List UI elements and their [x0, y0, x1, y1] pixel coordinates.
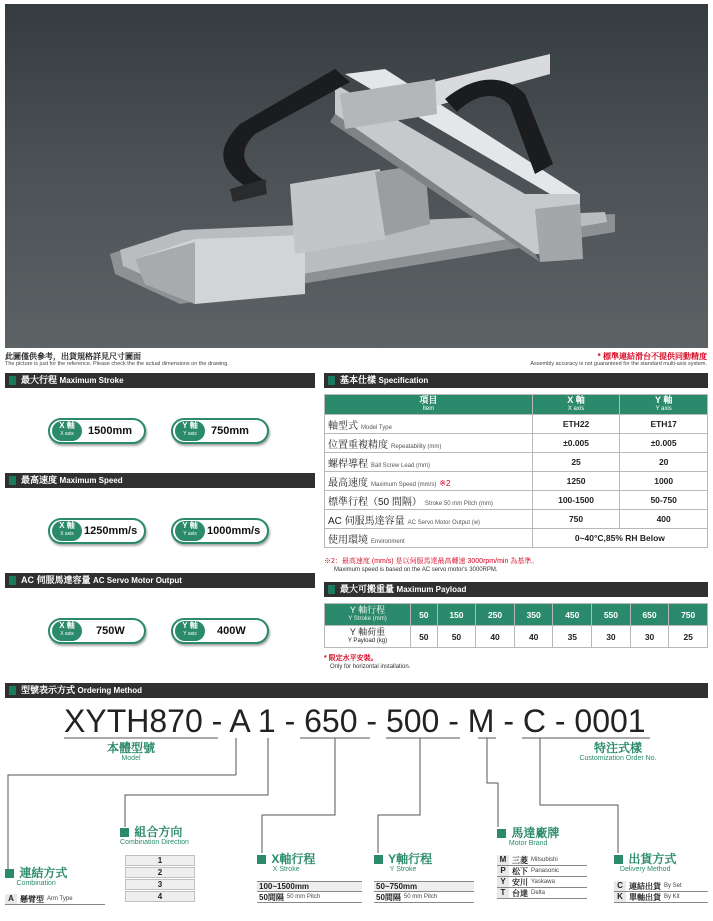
option-row: 4 — [125, 891, 195, 902]
payload-footnote: * 限定水平安裝。 Only for horizontal installation. — [324, 655, 411, 670]
y-axis-badge: Y 軸 Y axis — [175, 521, 205, 541]
model-code: XYTH870 - A 1 - 650 - 500 - M - C - 0001 — [64, 703, 646, 739]
caption-left: 此圖僅供參考，出貨規格詳見尺寸圖面 The picture is just for the reference. Please check the the actual dimensions on the drawing. — [5, 352, 229, 367]
section-max-speed: 最高速度 Maximum Speed — [5, 473, 315, 488]
spec-row: 最高速度 Maximum Speed (mm/s) ※2 1250 1000 — [325, 472, 708, 491]
spec-row: 軸型式 Model Type ETH22 ETH17 — [325, 415, 708, 434]
section-ordering-method: 型號表示方式 Ordering Method — [5, 683, 708, 698]
spec-head-y: Y 軸 Y axis — [620, 395, 708, 415]
y-axis-badge: Y 軸 Y axis — [175, 621, 205, 641]
option-row: 3 — [125, 879, 195, 890]
speed-y-pill: Y 軸 Y axis 1000mm/s — [171, 518, 269, 544]
motor-y-pill: Y 軸 Y axis 400W — [171, 618, 269, 644]
label-combination: 連結方式 Combination — [5, 867, 67, 888]
section-max-stroke: 最大行程 Maximum Stroke — [5, 373, 315, 388]
x-axis-badge: X 軸 X axis — [52, 621, 82, 641]
option-row: 100~1500mm — [257, 881, 362, 892]
xy-stage-illustration — [5, 4, 708, 348]
section-servo-output: AC 伺服馬達容量 AC Servo Motor Output — [5, 573, 315, 588]
combination-options — [5, 894, 105, 905]
option-row: P 松下 Panasonic — [497, 866, 587, 877]
option-row: Y 安川 Yaskawa — [497, 877, 587, 888]
stroke-y-pill: Y 軸 Y axis 750mm — [171, 418, 269, 444]
option-row: 1 — [125, 855, 195, 866]
label-model: 本體型號 Model — [106, 741, 155, 762]
combination-direction-options — [125, 855, 195, 903]
label-combination-direction: 組合方向 Combination Direction — [120, 825, 189, 846]
x-axis-badge: X 軸 X axis — [52, 421, 82, 441]
spec-row: AC 伺服馬達容量 AC Servo Motor Output (w) 750 400 — [325, 510, 708, 529]
x-stroke-options — [257, 881, 362, 903]
option-row: M 三菱 Mitsubishi — [497, 855, 587, 866]
payload-stroke-row: Y 軸行程 Y Stroke (mm) 50 150 250 350 450 550 650 750 — [325, 604, 708, 626]
payload-load-row: Y 軸荷重 Y Payload (kg) 50 50 40 40 35 30 30 25 — [325, 626, 708, 648]
stroke-x-pill: X 軸 X axis 1500mm — [48, 418, 146, 444]
option-row: A 懸臂型 Arm Type — [5, 894, 105, 905]
y-axis-badge: Y 軸 Y axis — [175, 421, 205, 441]
product-render — [5, 4, 708, 348]
speed-footnote: ※2：最高速度 (mm/s) 是以伺服馬達最高轉速 3000rpm/min 為基準。 Maximum speed is based on the AC servo motor's 3000RPM. — [324, 558, 539, 573]
spec-head-x: X 軸 X axis — [532, 395, 620, 415]
label-y-stroke: Y軸行程 Y Stroke — [374, 853, 432, 874]
speed-x-pill: X 軸 X axis 1250mm/s — [48, 518, 146, 544]
motor-brand-options — [497, 855, 587, 899]
spec-table — [324, 394, 708, 548]
label-delivery-method: 出貨方式 Delivery Method — [614, 853, 676, 874]
motor-x-pill: X 軸 X axis 750W — [48, 618, 146, 644]
y-stroke-options — [374, 881, 474, 903]
label-x-stroke: X軸行程 X Stroke — [257, 853, 315, 874]
option-row: 50間隔 50 mm Pitch — [374, 892, 474, 903]
spec-row: 位置重複精度 Repeatability (mm) ±0.005 ±0.005 — [325, 434, 708, 453]
option-row: T 台達 Delta — [497, 888, 587, 899]
option-row: 2 — [125, 867, 195, 878]
spec-row: 螺桿導程 Ball Screw Lead (mm) 25 20 — [325, 453, 708, 472]
caption-right: * 標準連結滑台不提供同動精度 Assembly accuracy is not guaranteed for the standard multi-axis system. — [530, 352, 707, 367]
payload-table — [324, 603, 708, 648]
delivery-options — [614, 881, 708, 903]
section-specification: 基本仕樣 Specification — [324, 373, 708, 388]
spec-head-item: 項目 Item — [325, 395, 533, 415]
label-motor-brand: 馬達廠牌 Motor Brand — [497, 827, 559, 848]
section-max-payload: 最大可搬重量 Maximum Payload — [324, 582, 708, 597]
spec-row: 使用環境 Environment 0~40°C,85% RH Below — [325, 529, 708, 548]
label-customization: 特注式樣 Customization Order No. — [579, 741, 657, 762]
x-axis-badge: X 軸 X axis — [52, 521, 82, 541]
option-row: C 連結出貨 By Set — [614, 881, 708, 892]
option-row: K 單軸出貨 By Kit — [614, 892, 708, 903]
option-row: 50~750mm — [374, 881, 474, 892]
option-row: 50間隔 50 mm Pitch — [257, 892, 362, 903]
spec-header-row — [325, 395, 708, 415]
spec-row: 標準行程（50 間隔） Stroke 50 mm Pitch (mm) 100-1500 50-750 — [325, 491, 708, 510]
